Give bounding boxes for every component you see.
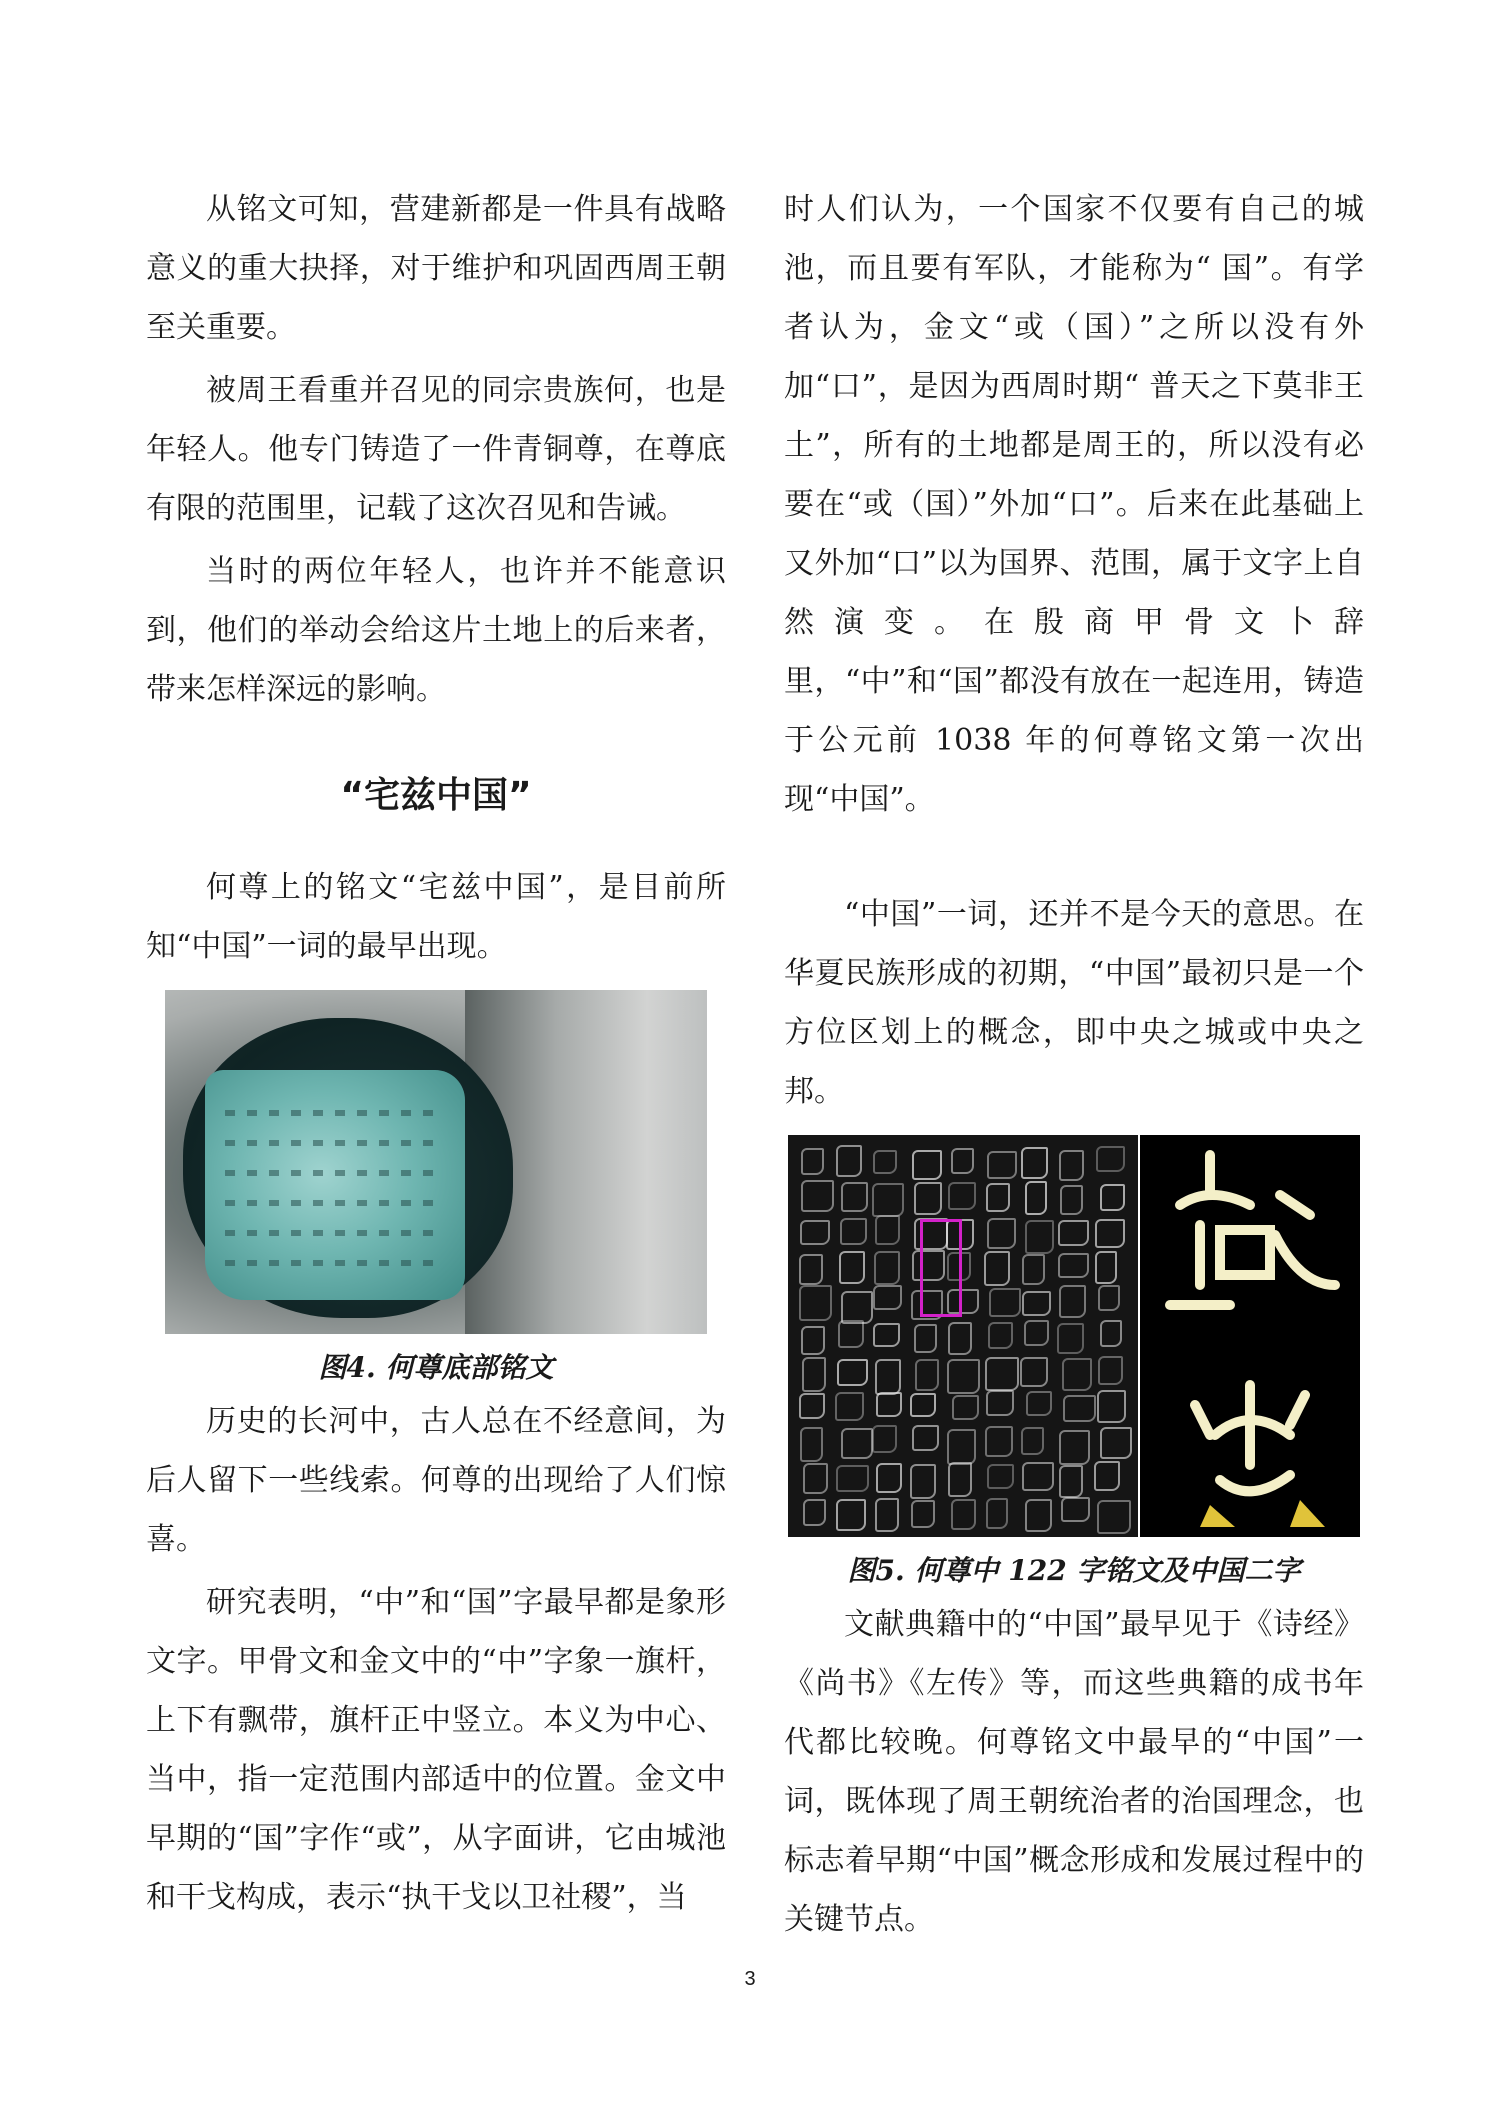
rubbing-glyph [1095, 1251, 1117, 1284]
rubbing-glyph [910, 1464, 936, 1499]
rubbing-glyph [875, 1215, 900, 1245]
figure-5-image [788, 1135, 1360, 1537]
rubbing-glyph [986, 1498, 1008, 1529]
rubbing-glyph [1098, 1285, 1120, 1311]
paragraph: 当时的两位年轻人，也许并不能意识到，他们的举动会给这片土地上的后来者，带来怎样深远的影响。 [146, 554, 726, 707]
rubbing-glyph [874, 1251, 900, 1284]
rubbing-glyph [1022, 1291, 1051, 1317]
rubbing-glyph [1063, 1395, 1096, 1422]
paragraph: “中国”一词，还并不是今天的意思。在华夏民族形成的初期，“中国”最初只是一个方位区划上的概念，即中央之城或中央之邦。 [784, 897, 1364, 1109]
rubbing-glyph [1100, 1427, 1133, 1459]
rubbing-glyph [911, 1500, 935, 1528]
rubbing-glyph [912, 1150, 942, 1180]
rubbing-glyph [1094, 1461, 1120, 1491]
paragraph: 被周王看重并召见的同宗贵族何，也是年轻人。他专门铸造了一件青铜尊，在尊底有限的范围里，记载了这次召见和告诫。 [146, 373, 726, 526]
rubbing-glyph [1095, 1219, 1125, 1248]
rubbing-glyph [801, 1148, 824, 1175]
left-column [146, 180, 726, 1927]
rubbing-glyph [800, 1427, 823, 1462]
rubbing-glyph [837, 1359, 868, 1386]
section-heading: “宅兹中国” [340, 775, 532, 816]
rubbing-glyph [799, 1393, 825, 1419]
rubbing-glyph [800, 1220, 830, 1245]
rubbing-glyph [1025, 1220, 1054, 1255]
paragraph: 时人们认为，一个国家不仅要有自己的城池，而且要有军队，才能称为“ 国”。有学者认为，金文“或（国）”之所以没有外加“口”，是因为西周时期“ 普天之下莫非王土”，所有的土地都是周王的，所以没有必要在“或（国）”外加“口”。后来在此基础上又外加“口”以为国界、范围，属于文字上自然演变。在殷商甲骨文卜辞里，“中”和“国”都没有放在一起连用，铸造于公元前 1038 年的何尊铭文第一次出现“中国”。 [784, 192, 1364, 817]
rubbing-glyph [987, 1151, 1016, 1179]
rubbing-glyph [836, 1145, 863, 1177]
rubbing-glyph [876, 1463, 903, 1493]
rubbing-glyph [799, 1285, 832, 1321]
rubbing-glyph [912, 1425, 939, 1451]
rubbing-glyph [873, 1323, 900, 1347]
rubbing-glyph [836, 1499, 866, 1531]
rubbing-glyph [840, 1218, 867, 1245]
rubbing-glyph [1060, 1185, 1083, 1215]
rubbing-glyph [875, 1498, 898, 1533]
rubbing-glyph [1096, 1146, 1124, 1173]
rubbing-glyph [841, 1182, 868, 1212]
rubbing-glyph [1097, 1390, 1126, 1422]
rubbing-glyph [1021, 1427, 1044, 1455]
rubbing-glyph [1024, 1320, 1049, 1345]
highlight-box [920, 1219, 962, 1317]
rubbing-glyph [801, 1326, 825, 1355]
rubbing-glyph [836, 1465, 869, 1492]
rubbing-glyph [948, 1182, 976, 1210]
rubbing-glyph [799, 1254, 823, 1285]
rubbing-glyph [1098, 1356, 1123, 1386]
rubbing-glyph [1058, 1220, 1088, 1246]
figure-5-caption: 图5. 何尊中 122 字铭文及中国二字 [847, 1554, 1301, 1587]
rubbing-glyph [986, 1183, 1009, 1212]
rubbing-glyph [951, 1499, 976, 1530]
rubbing-glyph [1059, 1150, 1084, 1181]
rubbing-glyph [872, 1183, 904, 1217]
paragraph: 从铭文可知，营建新都是一件具有战略意义的重大抉择，对于维护和巩固西周王朝至关重要。 [146, 192, 726, 345]
rubbing-glyph [947, 1429, 976, 1465]
paragraph: 历史的长河中，古人总在不经意间，为后人留下一些线索。何尊的出现给了人们惊喜。 [146, 1404, 726, 1557]
figure-4-image [165, 990, 707, 1334]
rubbing-glyph [1021, 1147, 1048, 1179]
rubbing-glyph [838, 1320, 864, 1348]
rubbing-glyph [1058, 1253, 1089, 1278]
rubbing-glyph [951, 1148, 974, 1174]
inscription-rubbing [788, 1135, 1138, 1537]
zhongguo-glyph-drawing [1140, 1135, 1360, 1537]
rubbing-glyph [1059, 1465, 1083, 1499]
rubbing-glyph [873, 1150, 897, 1174]
rubbing-glyph [948, 1462, 972, 1497]
rubbing-glyph [872, 1425, 896, 1453]
rubbing-glyph [1100, 1320, 1122, 1347]
rubbing-glyph [910, 1393, 936, 1417]
rubbing-glyph [948, 1322, 973, 1355]
rubbing-glyph [1100, 1184, 1125, 1211]
rubbing-glyph [947, 1359, 980, 1394]
rubbing-glyph [801, 1180, 834, 1211]
rubbing-glyph [1022, 1462, 1054, 1492]
rubbing-glyph [841, 1428, 873, 1459]
rubbing-glyph [914, 1324, 937, 1352]
rubbing-glyph [914, 1182, 942, 1214]
rubbing-glyph [1025, 1181, 1047, 1215]
rubbing-glyph [985, 1357, 1019, 1391]
rubbing-glyph [989, 1288, 1021, 1317]
rubbing-glyph [835, 1392, 864, 1421]
rubbing-glyph [803, 1463, 828, 1494]
rubbing-glyph [1020, 1357, 1048, 1387]
rubbing-glyph [915, 1359, 939, 1391]
rubbing-glyph [986, 1390, 1014, 1416]
rubbing-glyph [1059, 1430, 1089, 1464]
rubbing-glyph [988, 1322, 1013, 1349]
rubbing-glyph [1022, 1254, 1045, 1286]
rubbing-glyph [1062, 1358, 1092, 1391]
rubbing-glyph [873, 1285, 902, 1310]
rubbing-glyph [984, 1251, 1011, 1286]
paragraph: 何尊上的铭文“宅兹中国”，是目前所知“中国”一词的最早出现。 [146, 870, 726, 964]
rubbing-glyph [802, 1357, 826, 1393]
rubbing-glyph [985, 1426, 1013, 1457]
rubbing-glyph [875, 1359, 901, 1394]
zhongguo-characters-closeup [1140, 1135, 1360, 1537]
paragraph: 研究表明，“中”和“国”字最早都是象形文字。甲骨文和金文中的“中”字象一旗杆，上下有飘带，旗杆正中竖立。本义为中心、当中，指一定范围内部适中的位置。金文中早期的“国”字作“或”，从字面讲，它由城池和干戈构成，表示“执干戈以卫社稷”，当 [146, 1585, 726, 1915]
rubbing-glyph [841, 1291, 873, 1324]
rubbing-glyph [1025, 1499, 1051, 1532]
rubbing-glyph [1097, 1500, 1131, 1535]
right-column [784, 180, 1364, 1949]
rubbing-glyph [1061, 1497, 1091, 1522]
rubbing-glyph [839, 1251, 864, 1284]
rubbing-glyph [876, 1392, 902, 1417]
rubbing-glyph [803, 1499, 827, 1526]
page-number: 3 [744, 1968, 756, 1990]
rubbing-glyph [1026, 1391, 1052, 1416]
rubbing-glyph [987, 1464, 1015, 1489]
rubbing-glyph [952, 1395, 979, 1420]
rubbing-glyph [1057, 1323, 1084, 1354]
rubbing-glyph [1059, 1285, 1086, 1318]
figure-4-caption: 图4. 何尊底部铭文 [318, 1351, 554, 1384]
rubbing-glyph [987, 1218, 1015, 1249]
paragraph: 文献典籍中的“中国”最早见于《诗经》《尚书》《左传》等，而这些典籍的成书年代都比较晚。何尊铭文中最早的“中国”一词，既体现了周王朝统治者的治国理念，也标志着早期“中国”概念形成和发展过程中的关键节点。 [784, 1607, 1364, 1937]
